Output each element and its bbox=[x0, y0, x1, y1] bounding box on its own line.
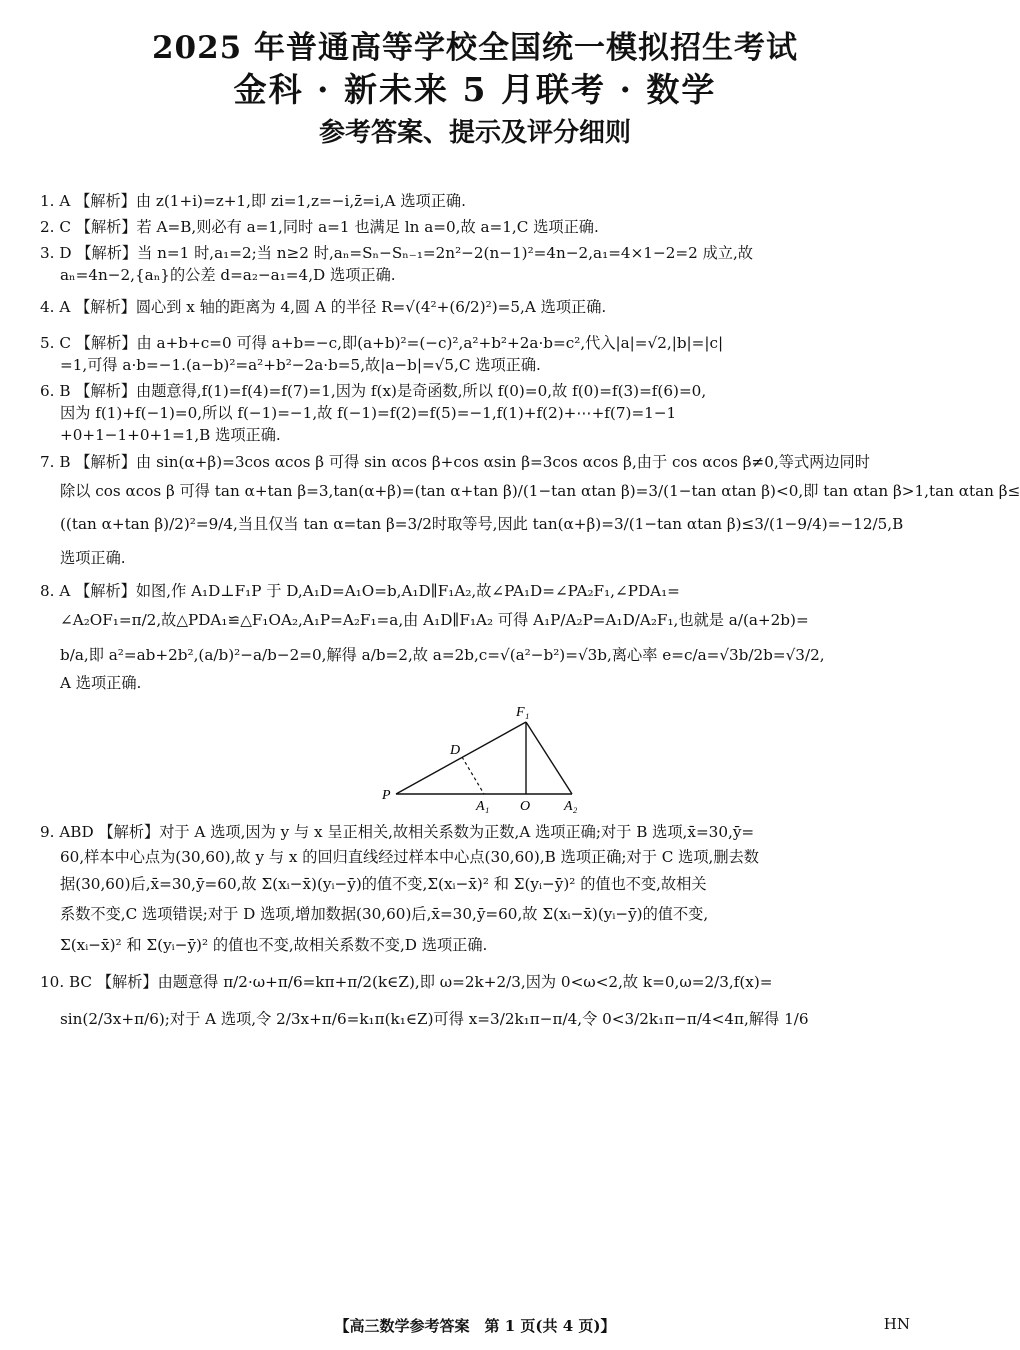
answer-7 bbox=[40, 450, 1020, 575]
answer-line: ((tan α+tan β)/2)²=9/4,当且仅当 tan α=tan β=3/2时取等号,因此 tan(α+β)=3/(1−tan αtan β)≤3/(1−9/4)=−12/5,B bbox=[60, 515, 904, 534]
line-f1-a2 bbox=[526, 722, 572, 794]
label-f1: F₁ bbox=[516, 705, 530, 721]
answer-line: aₙ=4n−2,{aₙ}的公差 d=a₂−a₁=4,D 选项正确. bbox=[60, 266, 396, 285]
line-d-a1-dashed bbox=[462, 757, 484, 794]
answer-line: 据(30,60)后,x̄=30,ȳ=60,故 Σ(xᵢ−x̄)(yᵢ−ȳ)的值不变,Σ(xᵢ−x̄)² 和 Σ(yᵢ−ȳ)² 的值也不变,故相关 bbox=[60, 875, 707, 894]
answer-line: sin(2/3x+π/6);对于 A 选项,令 2/3x+π/6=k₁π(k₁∈Z)可得 x=3/2k₁π−π/4,令 0<3/2k₁π−π/4<4π,解得 1/6 bbox=[60, 1009, 809, 1028]
answer-line: 10. BC 【解析】由题意得 π/2·ω+π/6=kπ+π/2(k∈Z),即 ω=2k+2/3,因为 0<ω<2,故 k=0,ω=2/3,f(x)= bbox=[40, 973, 773, 992]
footer-region-code: HN bbox=[883, 1315, 910, 1333]
label-a2: A₂ bbox=[564, 799, 578, 815]
answer-1 bbox=[40, 190, 912, 212]
label-a1: A₁ bbox=[476, 799, 490, 815]
answer-line: 5. C 【解析】由 a+b+c=0 可得 a+b=−c,即(a+b)²=(−c)²,a²+b²+2a·b=c²,代入|a|=√2,|b|=|c| bbox=[40, 334, 724, 353]
answer-line: 4. A 【解析】圆心到 x 轴的距离为 4,圆 A 的半径 R=√(4²+(6/2)²)=5,A 选项正确. bbox=[40, 298, 607, 317]
answer-line: b/a,即 a²=ab+2b²,(a/b)²−a/b−2=0,解得 a/b=2,故 a=2b,c=√(a²−b²)=√3b,离心率 e=c/a=√3b/2b=√3/2, bbox=[60, 646, 825, 665]
answer-4 bbox=[40, 296, 912, 318]
title-line-3: 参考答案、提示及评分细则 bbox=[318, 118, 631, 148]
answer-line: 8. A 【解析】如图,作 A₁D⊥F₁P 于 D,A₁D=A₁O=b,A₁D∥F₁A₂,故∠PA₁D=∠PA₂F₁,∠PDA₁= bbox=[40, 581, 680, 600]
title-line-2: 金科 · 新未来 5 月联考 · 数学 bbox=[233, 70, 717, 109]
label-o: O bbox=[520, 799, 531, 815]
answer-2 bbox=[40, 216, 912, 238]
answer-9 bbox=[40, 820, 912, 960]
answer-line: 因为 f(1)+f(−1)=0,所以 f(−1)=−1,故 f(−1)=f(2)=f(5)=−1,f(1)+f(2)+⋯+f(7)=1−1 bbox=[60, 404, 677, 423]
answer-line: 6. B 【解析】由题意得,f(1)=f(4)=f(7)=1,因为 f(x)是奇函数,所以 f(0)=0,故 f(0)=f(3)=f(6)=0, bbox=[40, 382, 707, 401]
answer-line: 3. D 【解析】当 n=1 时,a₁=2;当 n≥2 时,aₙ=Sₙ−Sₙ₋₁=2n²−2(n−1)²=4n−2,a₁=4×1−2=2 成立,故 bbox=[40, 244, 753, 263]
answer-6 bbox=[40, 380, 912, 446]
answer-line: +0+1−1+0+1=1,B 选项正确. bbox=[60, 426, 281, 445]
answer-line: 1. A 【解析】由 z(1+i)=z+1,即 zi=1,z=−i,z̄=i,A 选项正确. bbox=[40, 192, 466, 210]
answer-line: ∠A₂OF₁=π/2,故△PDA₁≌△F₁OA₂,A₁P=A₂F₁=a,由 A₁D∥F₁A₂ 可得 A₁P/A₂P=A₁D/A₂F₁,也就是 a/(a+2b)= bbox=[60, 611, 809, 630]
answer-line: A 选项正确. bbox=[60, 674, 142, 693]
answer-5 bbox=[40, 332, 912, 376]
label-d: D bbox=[450, 743, 461, 759]
answer-line: =1,可得 a·b=−1.(a−b)²=a²+b²−2a·b=5,故|a−b|=√5,C 选项正确. bbox=[60, 356, 541, 375]
title-line-1: 2025 年普通高等学校全国统一模拟招生考试 bbox=[151, 30, 799, 66]
footer-page-info: 【高三数学参考答案 第 1 页(共 4 页)】 bbox=[334, 1317, 616, 1335]
line-p-f1 bbox=[396, 722, 526, 794]
answer-line: 除以 cos αcos β 可得 tan α+tan β=3,tan(α+β)=(tan α+tan β)/(1−tan αtan β)=3/(1−tan αtan β)<0,即 tan αtan β>1,tan αtan β≤ bbox=[60, 481, 1020, 500]
answer-line: 选项正确. bbox=[60, 548, 126, 567]
answer-body bbox=[40, 190, 1020, 1041]
label-p: P bbox=[382, 788, 391, 804]
answer-10 bbox=[40, 964, 912, 1037]
answer-line: 2. C 【解析】若 A=B,则必有 a=1,同时 a=1 也满足 ln a=0,故 a=1,C 选项正确. bbox=[40, 218, 599, 237]
ellipse-geometry-figure bbox=[380, 702, 600, 814]
answer-line: 系数不变,C 选项错误;对于 D 选项,增加数据(30,60)后,x̄=30,ȳ=60,故 Σ(xᵢ−x̄)(yᵢ−ȳ)的值不变, bbox=[60, 905, 709, 924]
answer-line: 60,样本中心点为(30,60),故 y 与 x 的回归直线经过样本中心点(30,60),B 选项正确;对于 C 选项,删去数 bbox=[60, 847, 759, 866]
answer-3 bbox=[40, 242, 912, 286]
answer-line: 7. B 【解析】由 sin(α+β)=3cos αcos β 可得 sin αcos β+cos αsin β=3cos αcos β,由于 cos αcos β≠0,等式两边同时 bbox=[40, 453, 870, 472]
answer-8 bbox=[40, 579, 912, 695]
answer-line: 9. ABD 【解析】对于 A 选项,因为 y 与 x 呈正相关,故相关系数为正数,A 选项正确;对于 B 选项,x̄=30,ȳ= bbox=[40, 823, 755, 842]
answer-line: Σ(xᵢ−x̄)² 和 Σ(yᵢ−ȳ)² 的值也不变,故相关系数不变,D 选项正确. bbox=[60, 935, 488, 954]
